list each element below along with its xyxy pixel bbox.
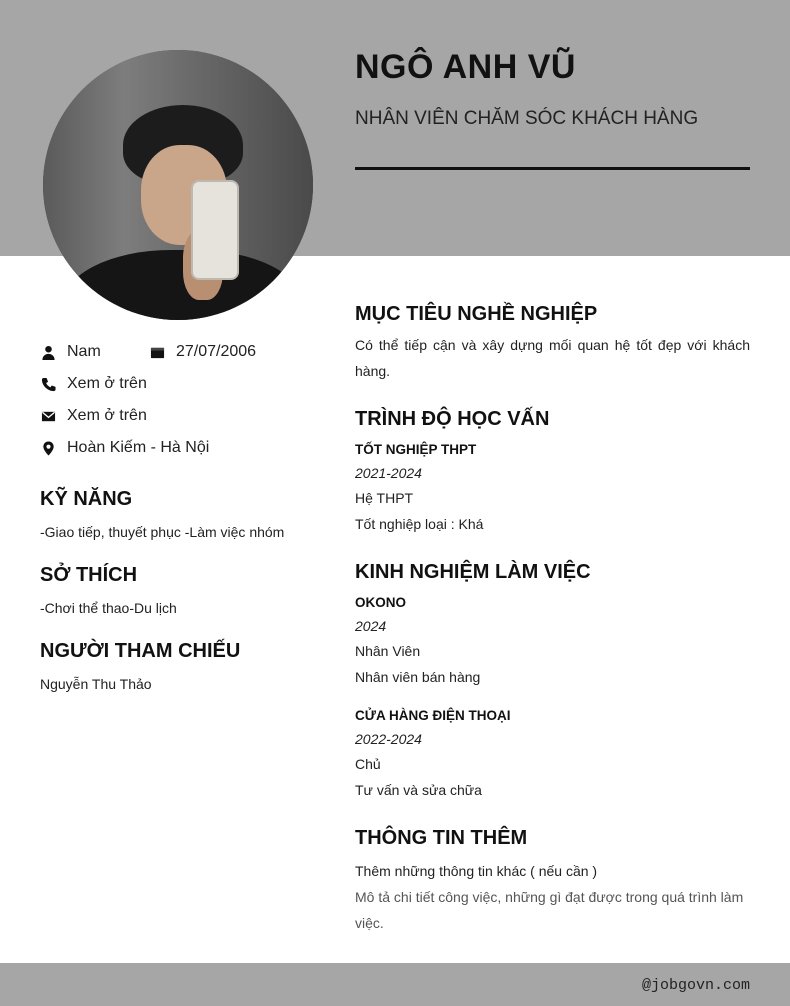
education-period: 2021-2024: [355, 465, 422, 481]
dob-value: 27/07/2006: [176, 343, 257, 360]
experience-desc: Tư vấn và sửa chữa: [355, 782, 482, 798]
extra-line2: Mô tả chi tiết công việc, những gì đạt được trong quá trình làm việc.: [355, 889, 744, 931]
header-divider: [355, 167, 750, 170]
calendar-icon: [150, 344, 166, 360]
contact-phone: [40, 375, 147, 393]
contact-gender: [40, 343, 101, 361]
phone-value: Xem ở trên: [67, 375, 147, 392]
extra-line1: Thêm những thông tin khác ( nếu cần ): [355, 863, 598, 879]
education-school: TỐT NGHIỆP THPT: [355, 442, 477, 457]
experience-desc: Nhân viên bán hàng: [355, 669, 481, 685]
contact-email: [40, 407, 147, 425]
references-text: Nguyễn Thu Thảo: [40, 676, 152, 692]
address-value: Hoàn Kiếm - Hà Nội: [67, 439, 210, 456]
skills-text: -Giao tiếp, thuyết phục -Làm việc nhóm: [40, 524, 285, 540]
phone-icon: [40, 376, 56, 392]
photo-phone: [191, 180, 239, 280]
candidate-name: NGÔ ANH VŨ: [355, 48, 576, 86]
experience-company: OKONO: [355, 595, 407, 610]
profile-photo: [43, 50, 313, 320]
map-pin-icon: [40, 440, 56, 456]
candidate-job-title: NHÂN VIÊN CHĂM SÓC KHÁCH HÀNG: [355, 108, 699, 129]
person-icon: [40, 344, 56, 360]
objective-text: Có thể tiếp cận và xây dựng mối quan hệ tốt đẹp với khách hàng.: [355, 337, 750, 379]
education-level: Hệ THPT: [355, 490, 414, 506]
experience-period: 2024: [355, 618, 387, 634]
gender-value: Nam: [67, 343, 101, 360]
extra-title: THÔNG TIN THÊM: [355, 827, 528, 849]
references-title: NGƯỜI THAM CHIẾU: [40, 640, 241, 662]
experience-role: Nhân Viên: [355, 643, 421, 659]
email-value: Xem ở trên: [67, 407, 147, 424]
education-grade: Tốt nghiệp loại : Khá: [355, 516, 484, 532]
envelope-icon: [40, 408, 56, 424]
objective-title: MỤC TIÊU NGHỀ NGHIỆP: [355, 303, 598, 325]
experience-role: Chủ: [355, 756, 381, 772]
experience-title: KINH NGHIỆM LÀM VIỆC: [355, 561, 591, 583]
experience-period: 2022-2024: [355, 731, 422, 747]
contact-dob: [150, 343, 256, 361]
experience-company: CỬA HÀNG ĐIỆN THOẠI: [355, 708, 511, 723]
skills-title: KỸ NĂNG: [40, 488, 133, 510]
hobbies-title: SỞ THÍCH: [40, 564, 138, 586]
hobbies-text: -Chơi thể thao-Du lịch: [40, 600, 177, 616]
footer-watermark: @jobgovn.com: [641, 977, 750, 994]
contact-address: [40, 439, 209, 457]
education-title: TRÌNH ĐỘ HỌC VẤN: [355, 408, 550, 430]
